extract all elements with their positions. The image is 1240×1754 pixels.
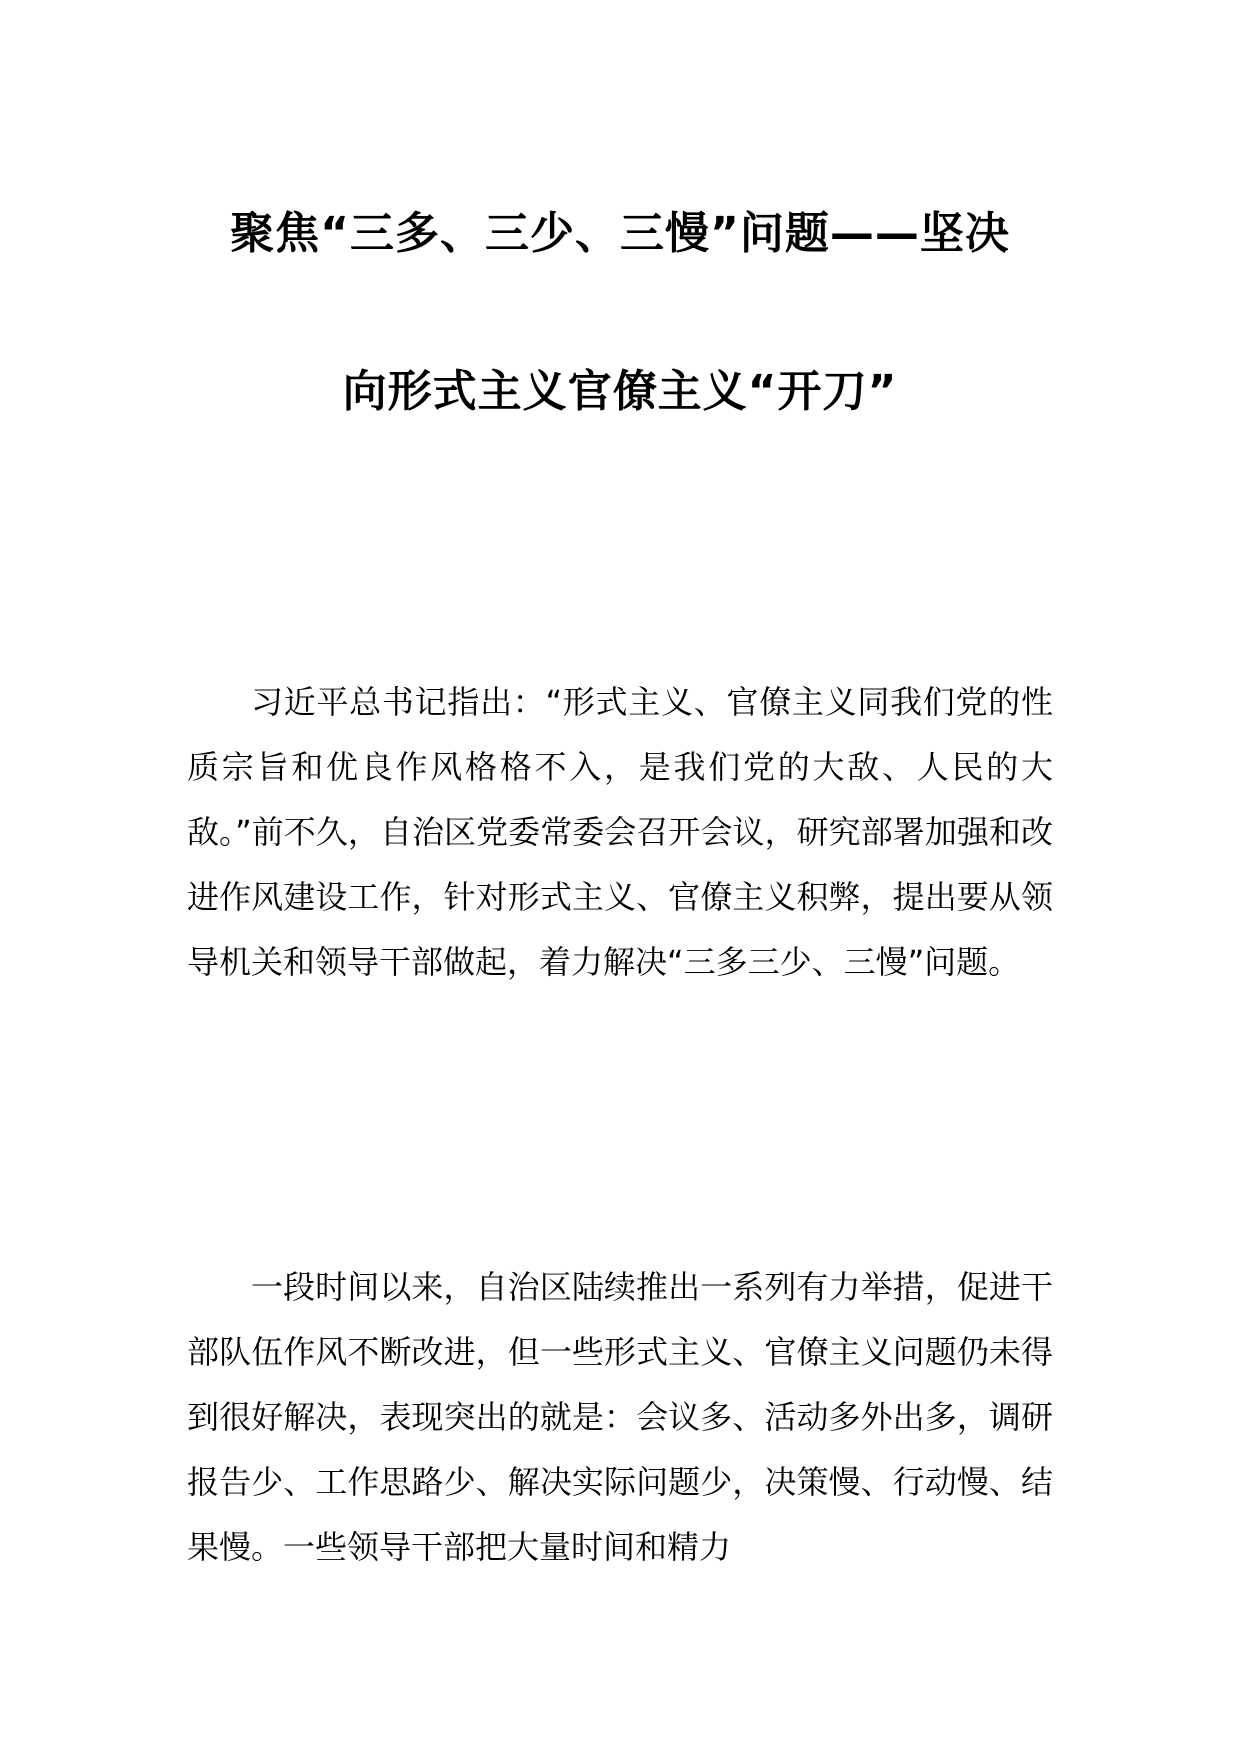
body-paragraph-1: 习近平总书记指出：“形式主义、官僚主义同我们党的性质宗旨和优良作风格格不入，是我们党的大敌、人民的大敌。”前不久，自治区党委常委会召开会议，研究部署加强和改进作风建设工作，针对形式主义、官僚主义积弊，提出要从领导机关和领导干部做起，着力解决“三多三少、三慢”问题。 [187, 683, 1053, 981]
body-paragraph-2: 一段时间以来，自治区陆续推出一系列有力举措，促进干部队伍作风不断改进，但一些形式主义、官僚主义问题仍未得到很好解决，表现突出的就是：会议多、活动多外出多，调研报告少、工作思路少、解决实际问题少，决策慢、行动慢、结果慢。一些领导干部把大量时间和精力 [187, 1268, 1053, 1566]
document-title-line-1: 聚焦“三多、三少、三慢”问题——坚决 [230, 208, 1010, 259]
document-title-line-2: 向形式主义官僚主义“开刀” [342, 366, 898, 417]
